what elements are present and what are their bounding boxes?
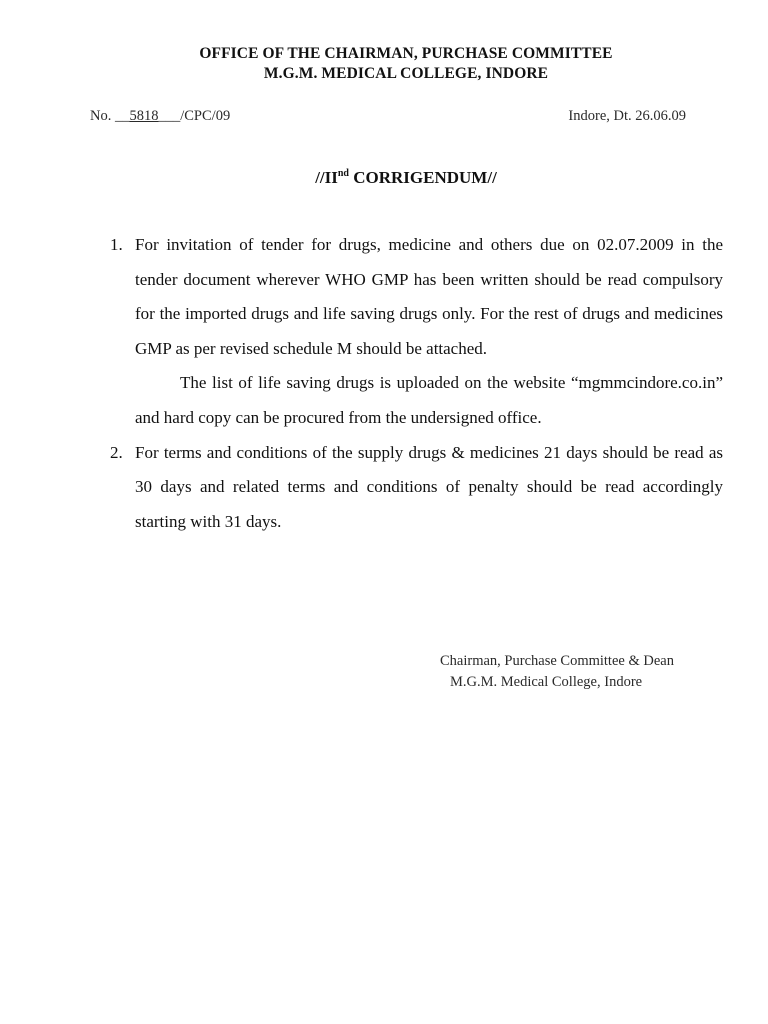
reference-number — [90, 106, 230, 126]
list-item — [110, 436, 723, 540]
signature-title: Chairman, Purchase Committee & Dean — [440, 653, 674, 669]
signature-institution: M.G.M. Medical College, Indore — [450, 674, 643, 690]
list-item-note: The list of life saving drugs is uploaded on the website “mgmmcindore.co.in” and hard copy can be procured from the undersigned office. — [135, 373, 723, 427]
subject-post: CORRIGENDUM// — [349, 168, 497, 187]
letterhead — [0, 44, 768, 84]
letterhead-office: OFFICE OF THE CHAIRMAN, PURCHASE COMMITTEE — [199, 45, 613, 62]
reference-prefix: No. __ — [90, 108, 130, 124]
signature-block — [440, 651, 674, 693]
list-item-text: For terms and conditions of the supply drugs & medicines 21 days should be read as 30 days and related terms and conditions of penalty should be read accordingly starting with 31 days. — [135, 442, 723, 531]
reference-suffix: ___/CPC/09 — [158, 108, 231, 124]
list-item-number: 1. — [110, 235, 123, 254]
document-body — [110, 228, 723, 539]
list-item-text: For invitation of tender for drugs, medicine and others due on 02.07.2009 in the tender document wherever WHO GMP has been written should be read compulsory for the imported drugs and life saving drugs only. For the rest of drugs and medicines GMP as per revised schedule M should be attached. — [135, 235, 723, 358]
reference-number-value: 5818 — [129, 108, 159, 124]
document-subject — [0, 166, 768, 190]
subject-pre: //II — [315, 168, 338, 187]
list-item — [110, 228, 723, 436]
reference-date: Indore, Dt. 26.06.09 — [568, 108, 686, 124]
list-item-number: 2. — [110, 442, 123, 462]
letterhead-college: M.G.M. MEDICAL COLLEGE, INDORE — [263, 65, 549, 82]
subject-sup: nd — [337, 168, 349, 179]
